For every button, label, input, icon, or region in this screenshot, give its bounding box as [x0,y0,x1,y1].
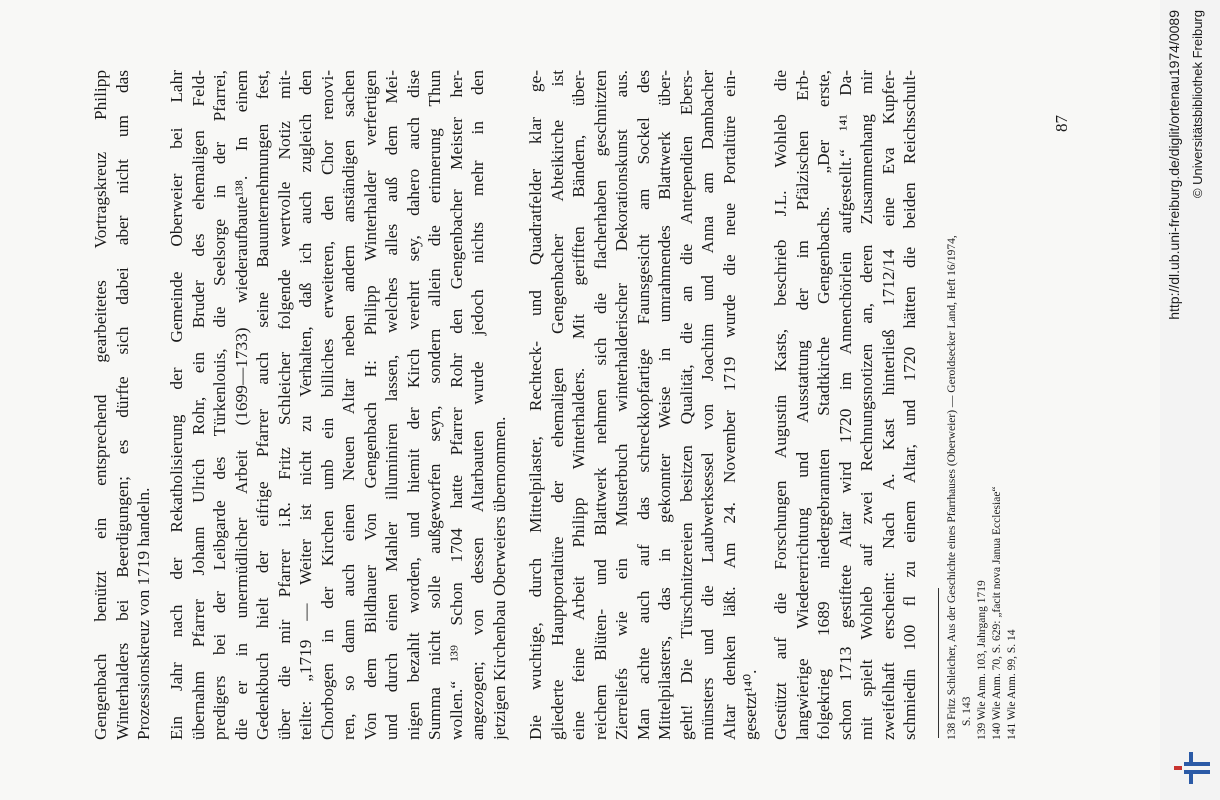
paragraph-4 [770,70,921,740]
footnote: 139 Wie Anm. 103, Jahrgang 1719 [976,580,988,740]
text-line: Zierreliefs wie ein Musterbuch winterhalderischer Dekorationskunst aus. [612,70,631,740]
text-line: angezogen; von dessen Altarbauten wurde jedoch nichts mehr in den [468,70,487,740]
text-line: Von dem Bildhauer Von Gengenbach H: Philipp Winterhalder verfertigen [360,70,380,740]
text-line: eine feine Arbeit Philipp Winterhalders. Mit gerifften Bändern, über- [569,70,588,740]
footnote-continuation: S. 143 [961,696,973,726]
text-line: Ein Jahr nach der Rekatholisierung der Gemeinde Oberweier bei Lahr [167,70,186,740]
text-line: predigers bei der Leibgarde des Türkenlouis, die Seelsorge in der Pfarrei, [210,70,229,740]
ub-freiburg-logo-icon [1172,748,1212,788]
source-url-link[interactable]: http://dl.ub.uni-freiburg.de/diglit/ortenau1974/0089 [1166,10,1182,320]
text-line: Gengenbach benützt ein entsprechend gearbeitetes Vortragskreuz Philipp [91,70,110,740]
text-line: Man achte auch auf das schreckkopfartige Faunsgesicht am Sockel des [633,70,653,740]
text-line: die er in unermüdlicher Arbeit (1699—1733) wiederaufbaute¹³⁸. In einem [231,70,251,740]
text-line: und durch einen Mahler illuminiren lassen, welches alles auß dem Mei- [382,70,401,740]
text-line: Altar denken läßt. Am 24. November 1719 wurde die neue Portaltüre ein- [719,70,739,740]
footnote: 138 Fritz Schleicher, Aus der Geschichte eines Pfarrhauses (Oberweier) — Geroldsecker Land, Heft 16/1974, [946,235,958,740]
text-line: reichem Blüten- und Blattwerk nehmen sich die flacherhaben geschnitzten [590,70,610,740]
text-line: ren, so dann auch einen Neuen Altar neben andern anständigen sachen [339,70,358,740]
text-line: jetzigen Kirchenbau Oberweiers übernommen. [489,416,509,740]
page-number: 87 [1052,115,1071,132]
paragraph-2 [166,70,510,740]
text-line: langwierige Wiedererrichtung und Ausstattung der im Pfälzischen Erb- [792,70,812,740]
sidebar-rotated-text [1160,0,1220,800]
text-line: Winterhalders bei Beerdigungen; es dürfte sich dabei aber nicht um das [112,70,132,740]
text-line: Prozessionskreuz von 1719 handeln. [134,487,153,740]
text-line: Gedenkbuch hielt der eifrige Pfarrer auch seine Bauunternehmungen fest, [253,70,272,740]
text-line: folgekrieg 1689 niedergebrannten Stadtkirche Gengenbachs. „Der erste, [814,70,833,740]
text-line: übernahm Pfarrer Johann Ulrich Rohr, ein Bruder des ehemaligen Feld- [188,70,208,740]
text-line: schon 1713 gestiftete Altar wird 1720 im Annenchörlein aufgestellt.“ ¹⁴¹ Da- [835,70,855,740]
text-line: zweifelhaft erscheint: Nach A. Kast hinterließ 1712/14 eine Eva Kupfer- [878,70,898,740]
text-line: Chorbogen in der Kirchen umb ein billiches erweiteren, den Chor renovi- [317,70,337,740]
paragraph-3 [525,70,762,740]
paragraph-1 [90,70,155,740]
text-line: Summa nicht solle außgeworfen seyn, sondern allein die erinnerung Thun [425,70,444,740]
footnote-divider [938,588,939,738]
text-line: Mittelpilasters, das in gekonnter Weise in umrahmendes Blattwerk über- [655,70,674,740]
text-line: über die mir Pfarrer i.R. Fritz Schleicher folgende wertvolle Notiz mit- [274,70,294,740]
footnote: 140 Wie Anm. 70, S. 629: „facit nova Janua Ecclesiae“ [991,486,1003,740]
copyright-notice: © Universitätsbibliothek Freiburg [1190,10,1205,199]
text-line: gliederte Hauptportaltüre der ehemaligen Gengenbacher Abteikirche ist [547,70,567,740]
text-line: Gestützt auf die Forschungen Augustin Kasts, beschrieb J.L. Wohleb die [771,70,790,740]
footnotes [945,70,1020,740]
text-line: teilte: „1719 — Weiter ist nicht zu Verhalten, daß ich auch zugleich den [296,70,315,740]
text-line: mit spielt Wohleb auf zwei Rechnungsnotizen an, deren Zusammenhang mir [857,70,876,740]
text-line: schmiedin 100 fl zu einem Altar, und 1720 hätten die beiden Reichsschult- [900,70,919,740]
text-line: nigen bezahlt worden, und hiemit der Kirch verehrt sey, dahero auch dise [403,70,423,740]
viewer-sidebar [1160,0,1220,800]
text-line: wollen.“ ¹³⁹ Schon 1704 hatte Pfarrer Rohr den Gengenbacher Meister her- [446,70,466,740]
text-line: geht! Die Türschnitzereien besitzen Qualität, die an die Antependien Ebers- [676,70,696,740]
footnote: 141 Wie Anm. 99, S. 14 [1006,629,1018,740]
text-line: münsters und die Laubwerksessel von Joachim und Anna am Dambacher [698,70,717,740]
text-line: Die wuchtige, durch Mittelpilaster, Rechteck- und Quadratfelder klar ge- [526,70,545,740]
text-line: gesetzt¹⁴⁰. [741,669,760,740]
